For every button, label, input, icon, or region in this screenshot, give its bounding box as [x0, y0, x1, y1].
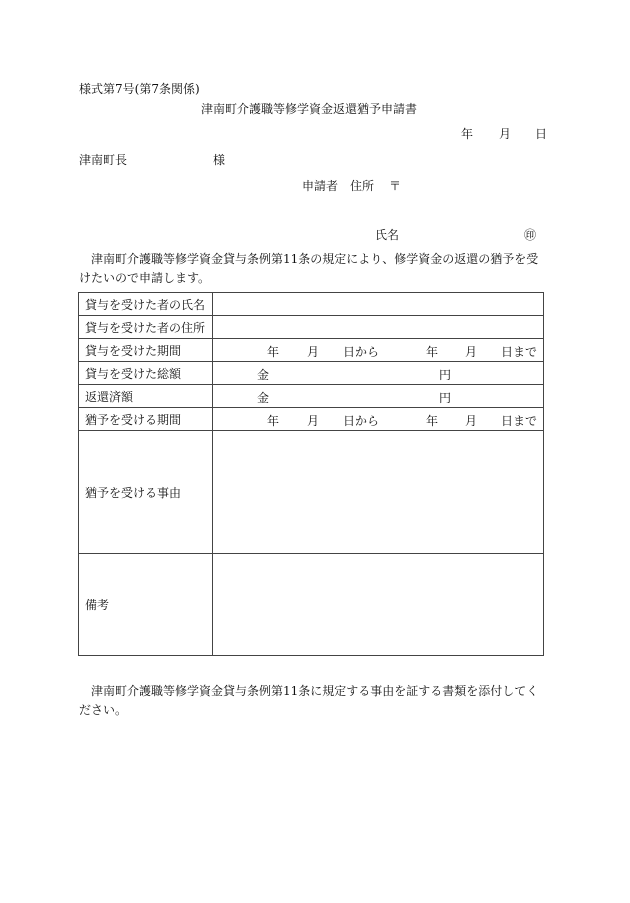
remarks-label: 備考 [79, 554, 213, 656]
date-month-label: 月 [499, 127, 512, 141]
deferral-period-until: 日まで [501, 414, 538, 428]
footer-note: 津南町介護職等修学資金貸与条例第11条に規定する事由を証する書類を添付してください。 [79, 684, 539, 717]
loan-period-year: 年 [267, 345, 280, 359]
deferral-period-end-year: 年 [426, 414, 439, 428]
table-row [79, 293, 544, 316]
borrower-name-label: 貸与を受けた者の氏名 [79, 293, 213, 316]
name-label: 氏名 [375, 228, 400, 242]
deferral-period-label: 猶予を受ける期間 [79, 408, 213, 431]
deferral-period-end-month: 月 [465, 414, 478, 428]
address-label: 住所 [350, 179, 375, 193]
addressee: 津南町長 [79, 153, 128, 167]
borrower-address-label: 貸与を受けた者の住所 [79, 316, 213, 339]
deferral-period-field[interactable] [213, 408, 544, 431]
remarks-field[interactable] [213, 554, 544, 656]
loan-total-suffix: 円 [439, 368, 452, 382]
application-table [78, 292, 544, 656]
table-row [79, 408, 544, 431]
table-row [79, 362, 544, 385]
loan-period-field[interactable] [213, 339, 544, 362]
postal-mark: 〒 [389, 179, 402, 193]
loan-total-label: 貸与を受けた総額 [79, 362, 213, 385]
form-number: 様式第7号(第7条関係) [79, 82, 200, 96]
deferral-period-year: 年 [267, 414, 280, 428]
intro-paragraph: 津南町介護職等修学資金貸与条例第11条の規定により、修学資金の返還の猶予を受けたいので申請します。 [79, 252, 539, 285]
repaid-amount-prefix: 金 [257, 391, 270, 405]
borrower-name-field[interactable] [213, 293, 544, 316]
deferral-period-month: 月 [307, 414, 320, 428]
deferral-reason-field[interactable] [213, 431, 544, 554]
repaid-amount-label: 返還済額 [79, 385, 213, 408]
table-row [79, 554, 544, 656]
deferral-reason-label: 猶予を受ける事由 [79, 431, 213, 554]
repaid-amount-suffix: 円 [439, 391, 452, 405]
deferral-period-from: 日から [343, 414, 380, 428]
table-row [79, 431, 544, 554]
honorific: 様 [213, 153, 226, 167]
loan-period-until: 日まで [501, 345, 538, 359]
date-day-label: 日 [535, 127, 548, 141]
table-row [79, 385, 544, 408]
loan-period-month: 月 [307, 345, 320, 359]
seal-mark: ㊞ [524, 228, 537, 242]
table-row [79, 316, 544, 339]
loan-total-prefix: 金 [257, 368, 270, 382]
loan-period-end-month: 月 [465, 345, 478, 359]
document-title: 津南町介護職等修学資金返還猶予申請書 [201, 102, 418, 116]
borrower-address-field[interactable] [213, 316, 544, 339]
table-row [79, 339, 544, 362]
date-year-label: 年 [461, 127, 474, 141]
loan-total-field[interactable] [213, 362, 544, 385]
loan-period-end-year: 年 [426, 345, 439, 359]
loan-period-label: 貸与を受けた期間 [79, 339, 213, 362]
repaid-amount-field[interactable] [213, 385, 544, 408]
loan-period-from: 日から [343, 345, 380, 359]
applicant-label: 申請者 [302, 179, 339, 193]
